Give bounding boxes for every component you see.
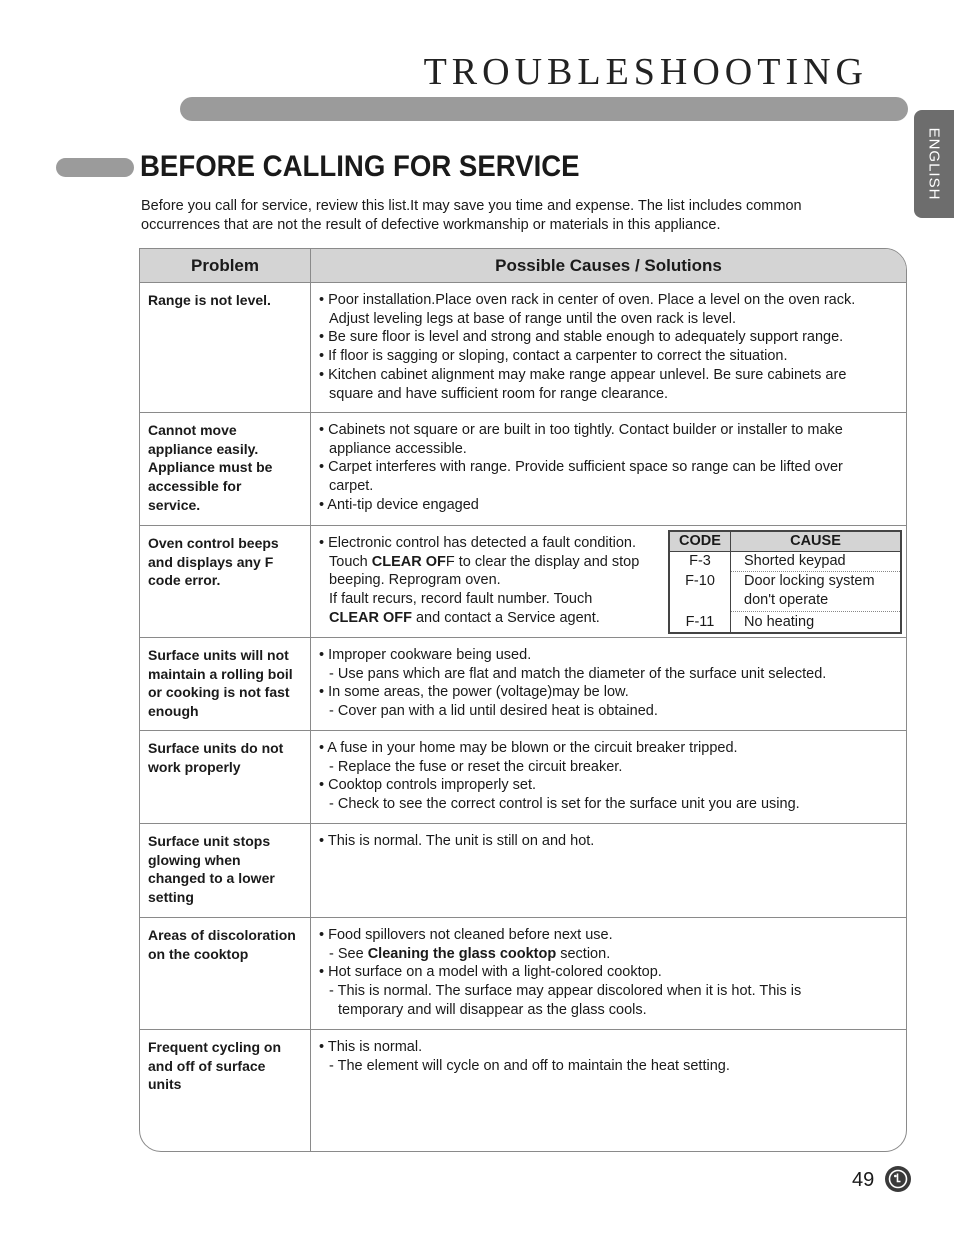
cause-text: appliance accessible.: [329, 440, 467, 457]
cause-text: - Cover pan with a lid until desired heat is obtained.: [329, 703, 658, 720]
cause-bullet: • Improper cookware being used.: [319, 647, 532, 663]
cause-text: If fault recurs, record fault number. Touch: [329, 591, 593, 608]
cause-bullet: • This is normal.: [319, 1039, 423, 1055]
cause-text: - This is normal. The surface may appear discolored when it is hot. This is: [329, 983, 802, 1000]
language-tab-label: ENGLISH: [925, 127, 943, 201]
causes-cell: [319, 739, 903, 814]
problem-text: and displays any F: [148, 553, 274, 570]
problem-text: appliance easily.: [148, 440, 259, 457]
cause-bullet: • Poor installation.Place oven rack in center of oven. Place a level on the oven rack.: [319, 292, 856, 308]
cause-bullet: • A fuse in your home may be blown or the circuit breaker tripped.: [319, 740, 738, 756]
problem-text: Range is not level.: [148, 292, 271, 308]
problem-cell: [148, 926, 306, 963]
problem-text: Areas of discoloration: [148, 927, 296, 943]
lg-logo-icon: [885, 1166, 911, 1192]
problem-text: or cooking is not fast: [148, 684, 290, 701]
problem-text: Surface units do not: [148, 740, 284, 756]
header-problem: Problem: [190, 256, 260, 275]
cause-text: [319, 553, 903, 572]
header-bar: [180, 97, 908, 121]
problem-text: enough: [148, 703, 199, 720]
cause-bullet: • In some areas, the power (voltage)may be low.: [319, 684, 629, 701]
problem-cell: [148, 534, 306, 590]
causes-cell: [319, 534, 903, 628]
problem-cell: [148, 421, 306, 515]
cause-text-emphasis: Cleaning the glass cooktop: [367, 945, 557, 962]
code-value: F-10: [685, 573, 715, 589]
intro-line: Before you call for service, review this list.It may save you time and expense. The list includes common: [141, 198, 802, 214]
row-divider: [140, 1029, 906, 1030]
troubleshooting-table: [139, 248, 907, 1152]
cause-text: beeping. Reprogram oven.: [329, 572, 501, 589]
cause-value: don't operate: [744, 592, 829, 608]
column-divider: [310, 249, 311, 1151]
cause-value: Shorted keypad: [744, 553, 846, 569]
problem-text: Appliance must be: [148, 459, 273, 476]
section-title: BEFORE CALLING FOR SERVICE: [140, 150, 580, 183]
row-divider: [140, 823, 906, 824]
row-divider: [140, 525, 906, 526]
row-divider: [140, 730, 906, 731]
problem-text: Surface unit stops: [148, 833, 271, 849]
cause-text: [319, 945, 903, 964]
problem-text: Cannot move: [148, 422, 237, 438]
intro-line: occurrences that are not the result of defective workmanship or materials in this appliance.: [141, 217, 721, 233]
page-header-title: TROUBLESHOOTING: [423, 51, 868, 93]
cause-text-segment: - See: [329, 945, 368, 962]
page-number: 49: [852, 1169, 875, 1191]
intro-paragraph: [141, 197, 881, 235]
causes-cell: [319, 646, 903, 721]
cause-bullet: • This is normal. The unit is still on and hot.: [319, 833, 595, 849]
cause-bullet: • Cooktop controls improperly set.: [319, 777, 537, 794]
causes-cell: [319, 926, 903, 1020]
problem-text: units: [148, 1076, 182, 1093]
language-tab: [914, 110, 954, 218]
problem-text: maintain a rolling boil: [148, 665, 293, 682]
cause-bullet: • Hot surface on a model with a light-colored cooktop.: [319, 964, 662, 981]
problem-text: changed to a lower: [148, 870, 275, 887]
code-header: CODE: [679, 533, 721, 549]
problem-text: Frequent cycling on: [148, 1039, 282, 1055]
cause-text-segment: Touch: [329, 553, 372, 570]
cause-text: - The element will cycle on and off to maintain the heat setting.: [329, 1057, 730, 1074]
problem-cell: [148, 291, 306, 310]
problem-text: glowing when: [148, 851, 241, 868]
problem-text: code error.: [148, 572, 221, 589]
causes-cell: [319, 1038, 903, 1075]
problem-text: work properly: [148, 758, 241, 775]
cause-bullet: • Carpet interferes with range. Provide sufficient space so range can be lifted over: [319, 459, 843, 476]
code-value: F-11: [685, 614, 715, 630]
row-divider: [140, 637, 906, 638]
cause-bullet: • Food spillovers not cleaned before next use.: [319, 927, 613, 943]
row-divider: [140, 412, 906, 413]
causes-cell: [319, 421, 903, 515]
header-causes: Possible Causes / Solutions: [495, 256, 722, 275]
problem-cell: [148, 646, 306, 721]
problem-cell: [148, 1038, 306, 1094]
cause-bullet: • Anti-tip device engaged: [319, 496, 479, 513]
cause-text-emphasis: CLEAR OFF: [329, 609, 412, 626]
cause-bullet: • Kitchen cabinet alignment may make range appear unlevel. Be sure cabinets are: [319, 366, 847, 383]
problem-text: Oven control beeps: [148, 535, 279, 551]
cause-text-segment: and contact a Service agent.: [411, 609, 600, 626]
cause-value: No heating: [744, 614, 815, 630]
cause-text-emphasis: CLEAR OF: [371, 553, 446, 570]
cause-text: - Check to see the correct control is set for the surface unit you are using.: [329, 796, 800, 813]
cause-text-segment: F to clear the display and stop: [445, 553, 640, 570]
cause-text: - Replace the fuse or reset the circuit breaker.: [329, 758, 623, 775]
cause-value: Door locking system: [744, 573, 875, 589]
cause-text: Adjust leveling legs at base of range until the oven rack is level.: [329, 310, 737, 327]
cause-text: carpet.: [329, 478, 374, 495]
cause-bullet: • If floor is sagging or sloping, contact a carpenter to correct the situation.: [319, 348, 788, 365]
problem-cell: [148, 832, 306, 907]
cause-text-segment: section.: [556, 945, 611, 962]
cause-text: square and have sufficient room for range clearance.: [329, 385, 669, 402]
cause-text: [319, 609, 903, 628]
cause-text: temporary and will disappear as the glass cools.: [338, 1001, 647, 1018]
row-divider: [140, 917, 906, 918]
table-header: [140, 249, 906, 283]
cause-bullet: • Be sure floor is level and strong and stable enough to adequately support range.: [319, 329, 844, 346]
problem-text: setting: [148, 889, 194, 906]
problem-cell: [148, 739, 306, 776]
problem-text: service.: [148, 496, 201, 513]
cause-bullet: • Cabinets not square or are built in too tightly. Contact builder or installer to make: [319, 422, 843, 438]
problem-text: accessible for: [148, 478, 242, 495]
cause-header: CAUSE: [790, 533, 841, 549]
code-value: F-3: [689, 553, 711, 569]
causes-cell: [319, 291, 903, 403]
causes-cell: [319, 832, 903, 851]
lg-logo: [885, 1166, 911, 1192]
problem-text: and off of surface: [148, 1057, 266, 1074]
problem-text: on the cooktop: [148, 945, 249, 962]
cause-text: - Use pans which are flat and match the diameter of the surface unit selected.: [329, 665, 827, 682]
section-marker: [56, 158, 134, 177]
problem-text: Surface units will not: [148, 647, 289, 663]
cause-bullet: • Electronic control has detected a fault condition.: [319, 535, 637, 551]
